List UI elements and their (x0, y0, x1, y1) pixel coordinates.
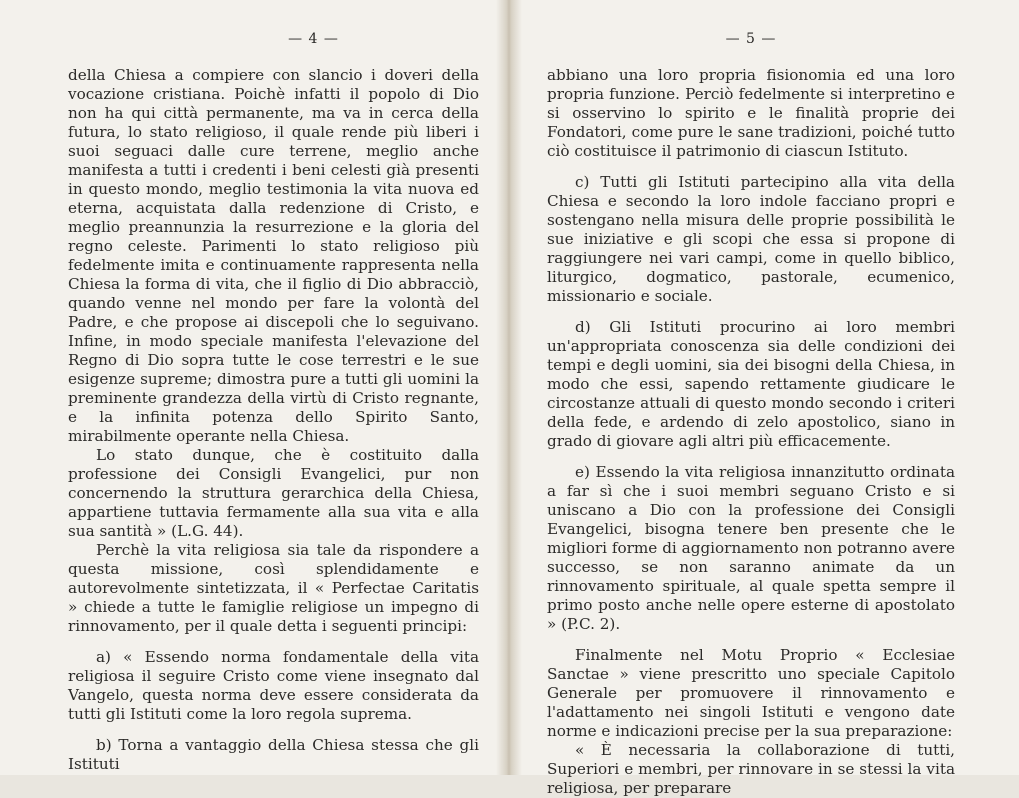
paragraph: « È necessaria la collaborazione di tutti, Superiori e membri, per rinnovare in se stessi la vita religiosa, per preparare (547, 741, 955, 797)
paragraph: b) Torna a vantaggio della Chiesa stessa che gli Istituti (68, 736, 479, 773)
paragraph: della Chiesa a compiere con slancio i doveri della vocazione cristiana. Poichè infatti il popolo di Dio non ha qui città permanente, ma va in cerca della futura, lo stato religioso, il quale rende più liberi i suoi seguaci dalle cure terrene, meglio anche manifesta a tutti i credenti i beni celesti già presenti in questo mondo, meglio testimonia la vita nuova ed eterna, acquistata dalla redenzione di Cristo, e meglio preannunzia la resurrezione e la gloria del regno celeste. Parimenti lo stato religioso più fedelmente imita e continuamente rappresenta nella Chiesa la forma di vita, che il figlio di Dio abbracciò, quando venne nel mondo per fare la volontà del Padre, e che propose ai discepoli che lo seguivano. Infine, in modo speciale manifesta l'elevazione del Regno di Dio sopra tutte le cose terrestri e le sue esigenze supreme; dimostra pure a tutti gli uomini la preminente grandezza della virtù di Cristo regnante, e la infinita potenza dello Spirito Santo, mirabilmente operante nella Chiesa. (68, 66, 479, 445)
paragraph: Finalmente nel Motu Proprio « Ecclesiae Sanctae » viene prescritto uno speciale Capitolo Generale per promuovere il rinnovamento e l'adattamento nei singoli Istituti e vengono date norme e indicazioni precise per la sua preparazione: (547, 646, 955, 740)
paragraph: e) Essendo la vita religiosa innanzitutto ordinata a far sì che i suoi membri seguano Cristo e si uniscano a Dio con la professione dei Consigli Evangelici, bisogna tenere ben presente che le migliori forme di aggiornamento non potranno avere successo, se non saranno animate da un rinnovamento spirituale, al quale spetta sempre il primo posto anche nelle opere esterne di apostolato » (P.C. 2). (547, 463, 955, 633)
book-gutter (496, 0, 522, 775)
paragraph: Perchè la vita religiosa sia tale da rispondere a questa missione, così splendidamente e autorevolmente sintetizzata, il « Perfectae Caritatis » chiede a tutte le famiglie religiose un impegno di rinnovamento, per il quale detta i seguenti principi: (68, 541, 479, 635)
paragraph: a) « Essendo norma fondamentale della vita religiosa il seguire Cristo come viene insegnato dal Vangelo, questa norma deve essere considerata da tutti gli Istituti come la loro regola suprema. (68, 648, 479, 723)
page-body (68, 66, 479, 774)
page-body (547, 66, 955, 798)
paragraph: abbiano una loro propria fisionomia ed una loro propria funzione. Perciò fedelmente si interpretino e si osservino lo spirito e le finalità proprie dei Fondatori, come pure le sane tradizioni, poiché tutto ciò costituisce il patrimonio di ciascun Istituto. (547, 66, 955, 160)
page-number: — 5 — (725, 31, 777, 47)
paragraph: d) Gli Istituti procurino ai loro membri un'appropriata conoscenza sia delle condizioni dei tempi e degli uomini, sia dei bisogni della Chiesa, in modo che essi, sapendo rettamente giudicare le circostanze attuali di questo mondo secondo i criteri della fede, e ardendo di zelo apostolico, siano in grado di giovare agli altri più efficacemente. (547, 318, 955, 450)
page-number: — 4 — (288, 31, 339, 47)
paragraph: c) Tutti gli Istituti partecipino alla vita della Chiesa e secondo la loro indole facciano propri e sostengano nella misura delle proprie possibilità le sue iniziative e gli scopi che essa si propone di raggiungere nei vari campi, come in quello biblico, liturgico, dogmatico, pastorale, ecumenico, missionario e sociale. (547, 173, 955, 305)
left-page (0, 0, 509, 775)
right-page (509, 0, 1019, 797)
paragraph: Lo stato dunque, che è costituito dalla professione dei Consigli Evangelici, pur non concernendo la struttura gerarchica della Chiesa, appartiene tuttavia fermamente alla sua vita e alla sua santità » (L.G. 44). (68, 446, 479, 540)
